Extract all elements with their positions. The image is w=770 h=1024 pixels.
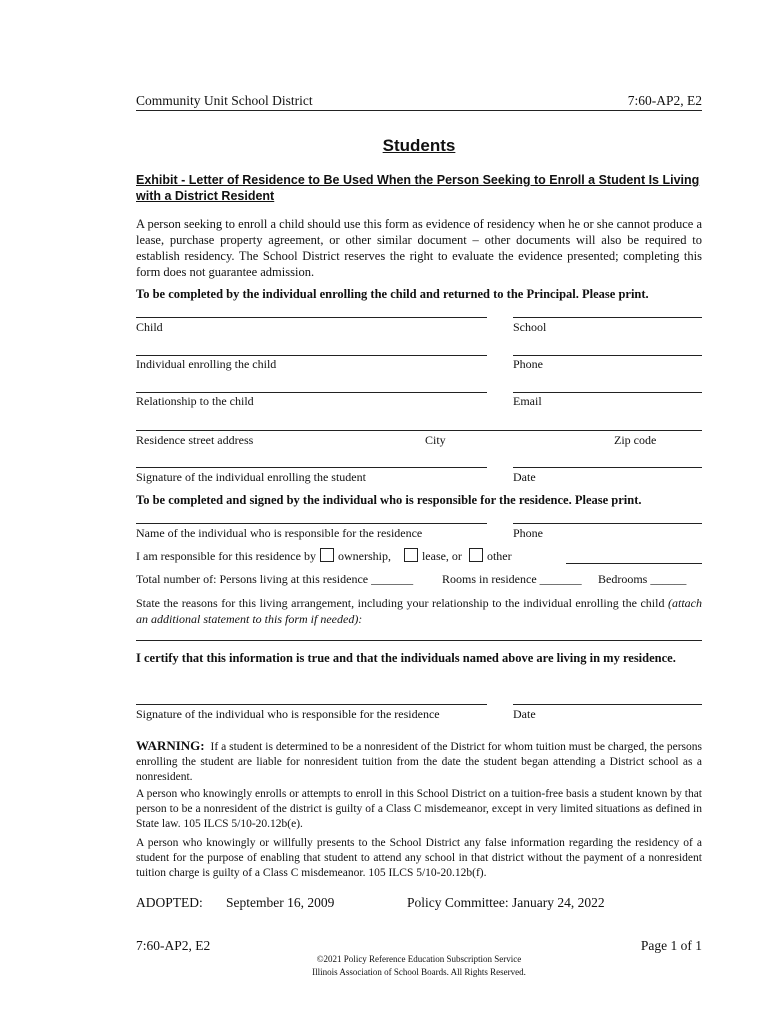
responsible-phone-field[interactable] bbox=[513, 523, 702, 524]
page-title: Students bbox=[382, 136, 456, 155]
adopted-date: September 16, 2009 bbox=[226, 895, 335, 910]
child-label: Child bbox=[136, 320, 163, 334]
reasons-note: (attach an additional statement to this form if needed): bbox=[136, 596, 702, 626]
relationship-label: Relationship to the child bbox=[136, 394, 254, 408]
lease-label: lease, or bbox=[421, 549, 462, 563]
bedrooms-count-label: Bedrooms ______ bbox=[598, 572, 687, 586]
city-label: City bbox=[425, 433, 446, 447]
email-field[interactable] bbox=[513, 392, 702, 393]
footer-page-number: Page 1 of 1 bbox=[640, 938, 702, 953]
section1-instruction: To be completed by the individual enrolling the child and returned to the Principal. Please print. bbox=[136, 287, 649, 301]
ownership-label: ownership, bbox=[337, 549, 391, 563]
relationship-field[interactable] bbox=[136, 392, 487, 393]
reasons-field[interactable] bbox=[136, 640, 702, 641]
signature-field[interactable] bbox=[136, 467, 487, 468]
responsible-name-label: Name of the individual who is responsible for the residence bbox=[136, 526, 423, 540]
warning-label: WARNING: bbox=[136, 738, 205, 753]
date-label: Date bbox=[513, 470, 536, 484]
footer-copyright: ©2021 Policy Reference Education Subscription Service bbox=[316, 954, 522, 964]
ownership-checkbox[interactable] bbox=[320, 548, 334, 562]
address-label: Residence street address bbox=[136, 433, 254, 447]
warning-paragraph bbox=[136, 738, 702, 785]
signature-label: Signature of the individual enrolling the student bbox=[136, 470, 366, 484]
responsible-phone-label: Phone bbox=[513, 526, 543, 540]
responsible-date-label: Date bbox=[513, 707, 536, 721]
date-field[interactable] bbox=[513, 467, 702, 468]
lease-checkbox[interactable] bbox=[404, 548, 418, 562]
header-policy-code: 7:60-AP2, E2 bbox=[627, 93, 702, 108]
warning-text-1: If a student is determined to be a nonresident of the District for whom tuition must be charged, the persons enrolling the student are liable for nonresident tuition from the date the student began attending a District school as a nonresident. bbox=[136, 741, 702, 783]
school-field[interactable] bbox=[513, 317, 702, 318]
enrolling-field[interactable] bbox=[136, 355, 487, 356]
responsible-signature-label: Signature of the individual who is responsible for the residence bbox=[136, 707, 440, 721]
warning-text-2: A person who knowingly enrolls or attempts to enroll in this School District on a tuition-free basis a student known by that person to be a nonresident of the district is guilty of a Class C misdemeanor, except in very limited situations as defined in State law. 105 ILCS 5/10-20.12b(e). bbox=[136, 788, 702, 830]
persons-count-label: Total number of: Persons living at this residence _______ bbox=[136, 572, 414, 586]
intro-paragraph: A person seeking to enroll a child should use this form as evidence of residency when he or she cannot produce a lease, purchase property agreement, or other similar document – other documents will also be required to establish residency. The School District reserves the right to evaluate the evidence presented; completing this form does not guarantee admission. bbox=[136, 217, 702, 279]
email-label: Email bbox=[513, 394, 542, 408]
footer-rights: Illinois Association of School Boards. All Rights Reserved. bbox=[312, 967, 526, 977]
zip-label: Zip code bbox=[614, 433, 657, 447]
certify-statement: I certify that this information is true and that the individuals named above are living in my residence. bbox=[136, 651, 676, 665]
address-field[interactable] bbox=[136, 430, 702, 431]
footer-policy-code: 7:60-AP2, E2 bbox=[136, 938, 211, 953]
section2-instruction: To be completed and signed by the individual who is responsible for the residence. Please print. bbox=[136, 493, 642, 507]
school-label: School bbox=[513, 320, 547, 334]
reasons-paragraph bbox=[136, 595, 702, 627]
phone-label: Phone bbox=[513, 357, 543, 371]
enrolling-label: Individual enrolling the child bbox=[136, 357, 277, 371]
responsible-name-field[interactable] bbox=[136, 523, 487, 524]
child-field[interactable] bbox=[136, 317, 487, 318]
warning-text-3: A person who knowingly or willfully presents to the School District any false information regarding the residency of a student for the purpose of enabling that student to attend any school in that district without the payment of a nonresident tuition charge is guilty of a Class C misdemeanor. 105 ILCS 5/10-20.12b(f). bbox=[136, 837, 702, 879]
responsible-signature-field[interactable] bbox=[136, 704, 487, 705]
rooms-count-label: Rooms in residence _______ bbox=[442, 572, 582, 586]
reasons-text: State the reasons for this living arrangement, including your relationship to the individual enrolling the child bbox=[136, 596, 665, 610]
phone-field[interactable] bbox=[513, 355, 702, 356]
responsible-date-field[interactable] bbox=[513, 704, 702, 705]
other-label: other bbox=[486, 549, 512, 563]
responsibility-prefix: I am responsible for this residence by bbox=[136, 549, 316, 563]
responsibility-row bbox=[136, 548, 512, 564]
header-rule bbox=[136, 110, 702, 111]
other-checkbox[interactable] bbox=[469, 548, 483, 562]
header-district: Community Unit School District bbox=[136, 93, 313, 108]
committee-date: Policy Committee: January 24, 2022 bbox=[407, 895, 605, 910]
exhibit-subtitle: Exhibit - Letter of Residence to Be Used When the Person Seeking to Enroll a Student Is Living with a District Resident bbox=[136, 173, 700, 203]
other-specify-field[interactable] bbox=[566, 563, 702, 564]
adopted-label: ADOPTED: bbox=[136, 895, 203, 910]
